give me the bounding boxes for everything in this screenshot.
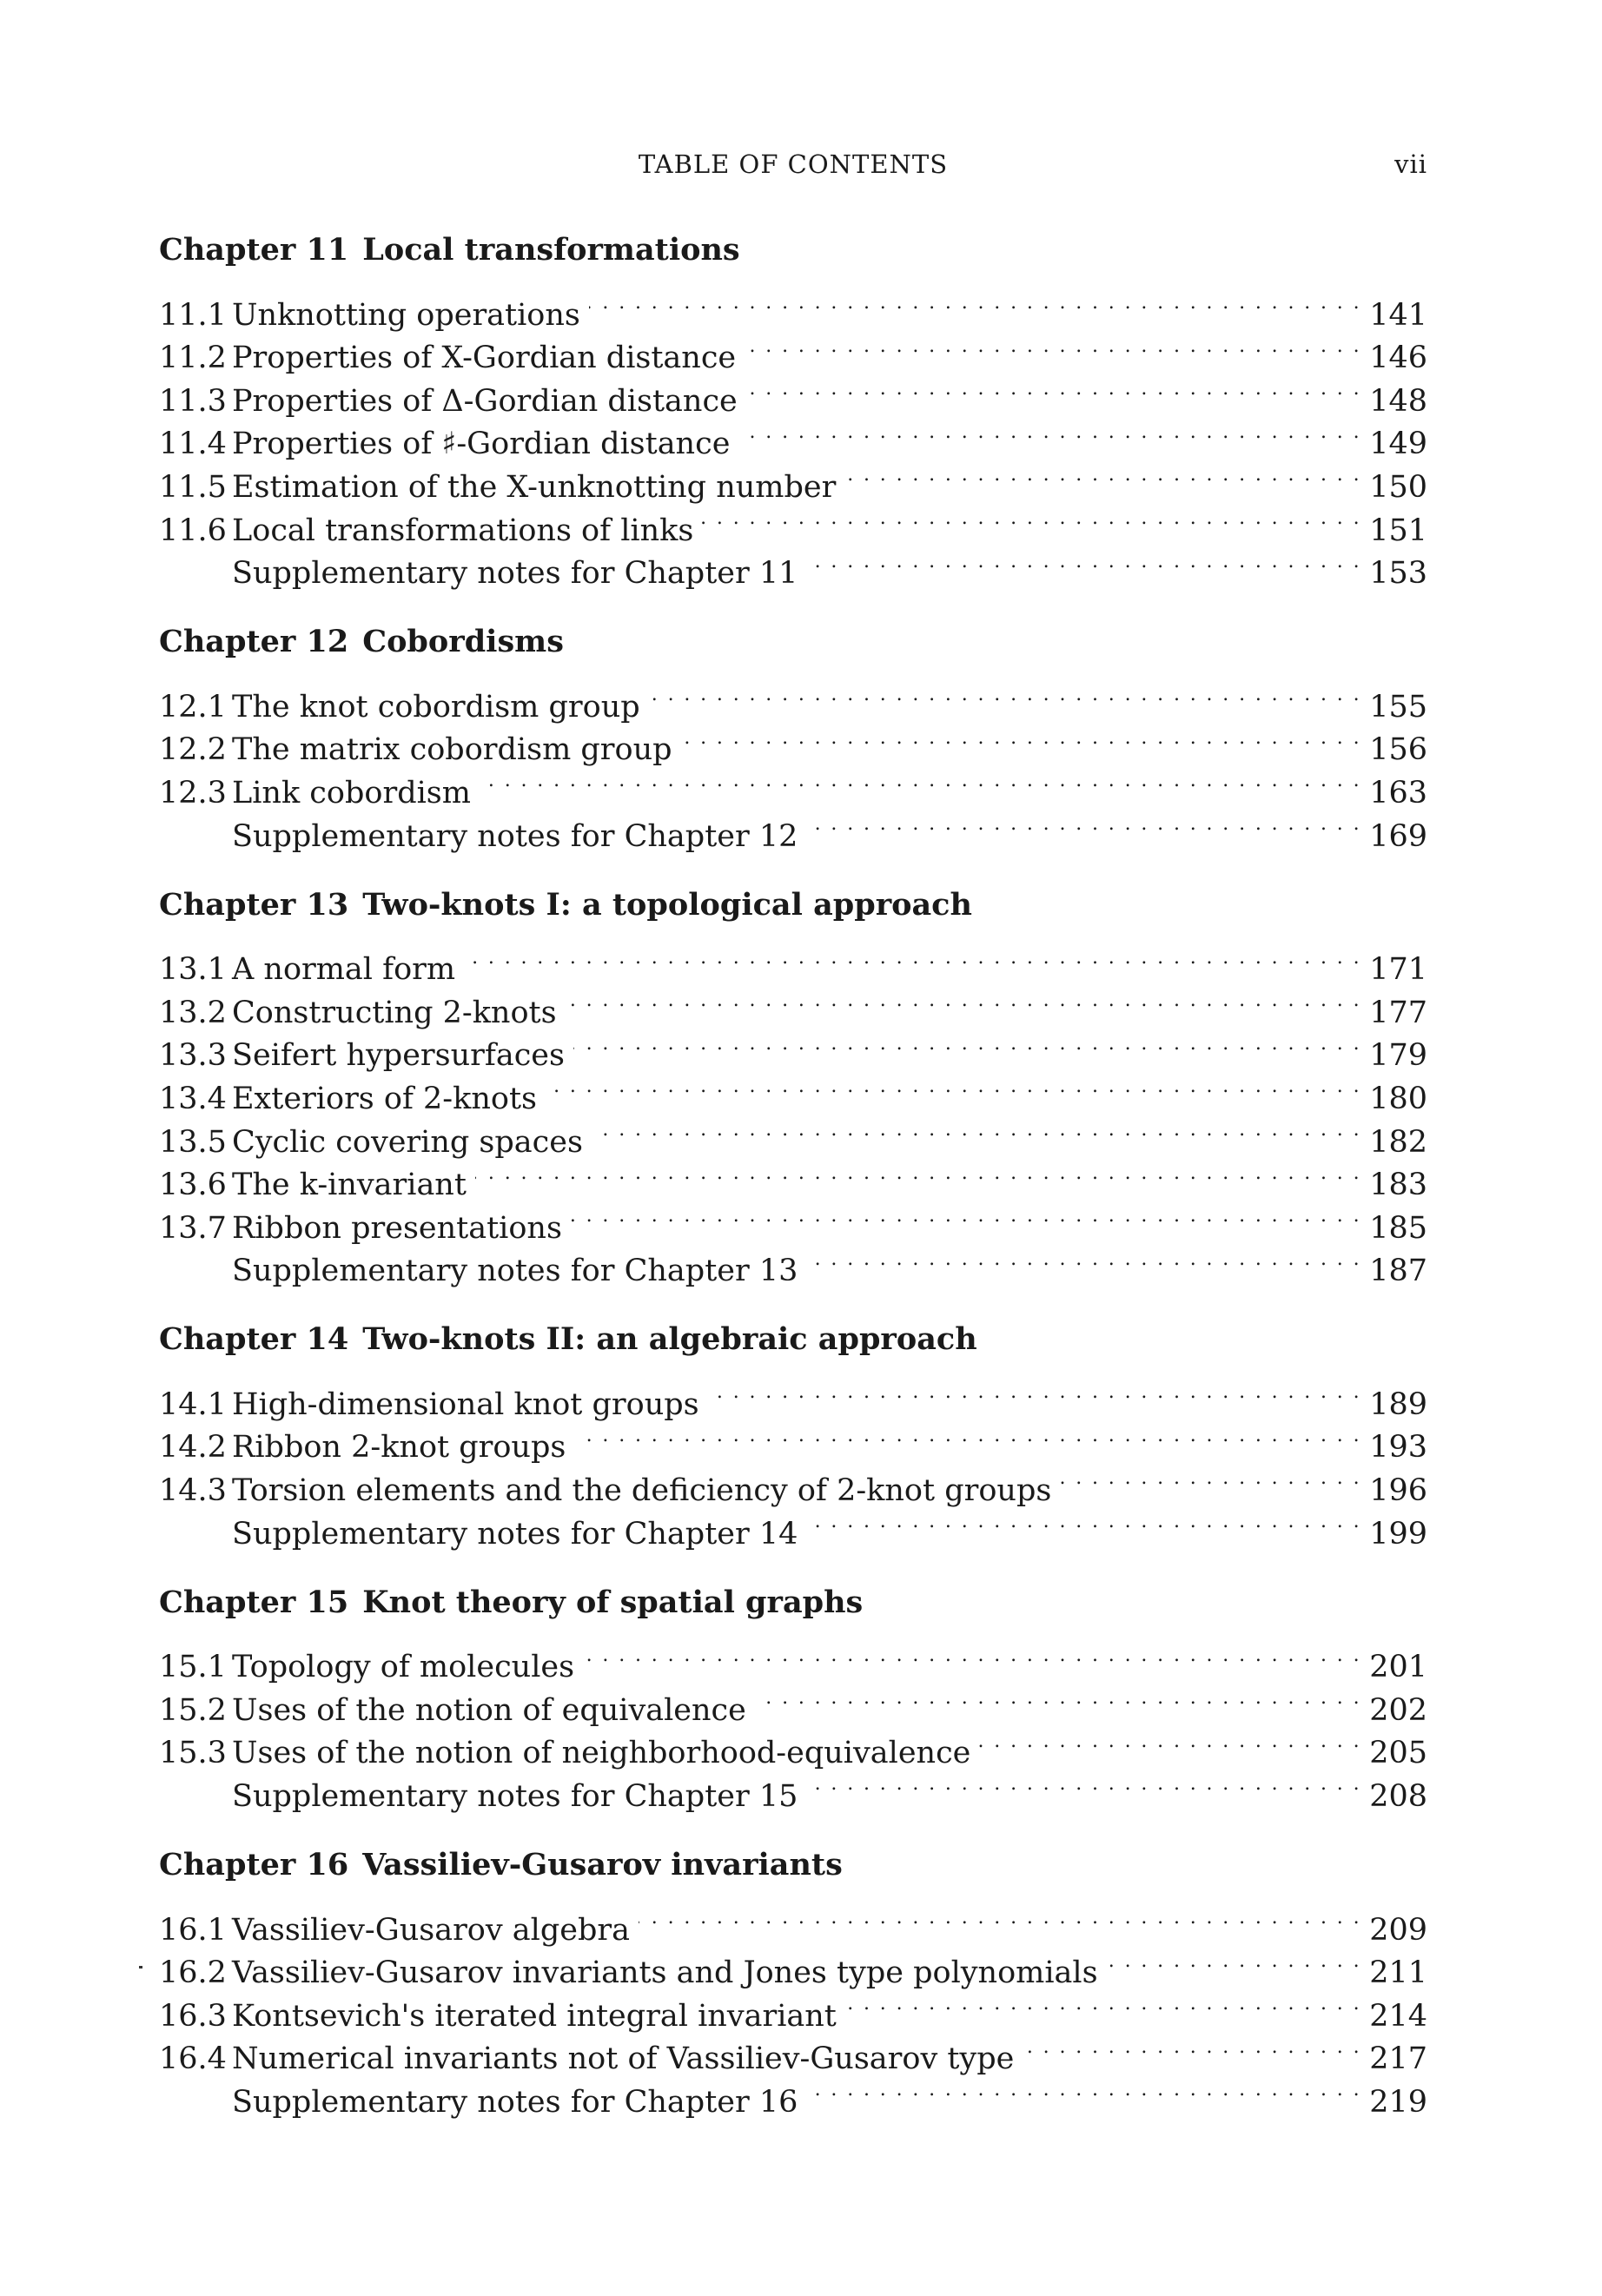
section-title: Vassiliev-Gusarov invariants and Jones type polynomials <box>232 1955 1098 1991</box>
section-page-number: 185 <box>1369 1210 1427 1246</box>
toc-entry[interactable] <box>159 1896 1427 1948</box>
section-number: 11.5 <box>159 469 227 505</box>
dot-leader <box>649 673 1361 717</box>
section-title: Uses of the notion of neighborhood-equivalence <box>232 1736 971 1771</box>
chapter-title: Two-knots I: a topological approach <box>362 886 972 923</box>
section-title: The knot cobordism group <box>232 689 640 725</box>
section-page-number: 187 <box>1369 1254 1427 1289</box>
page-number: vii <box>1394 149 1427 179</box>
chapter-heading <box>159 619 1427 665</box>
chapter-section <box>159 619 1427 854</box>
dot-leader <box>746 367 1361 411</box>
chapter-section <box>159 1580 1427 1815</box>
chapter-label: Chapter 14 <box>159 1321 349 1358</box>
section-number: 13.4 <box>159 1081 227 1116</box>
section-number: 15.3 <box>159 1736 227 1771</box>
chapter-title: Vassiliev-Gusarov invariants <box>362 1847 843 1883</box>
dot-leader <box>1107 1940 1361 1983</box>
section-page-number: 169 <box>1369 818 1427 854</box>
section-number: 16.1 <box>159 1912 227 1948</box>
section-title: Vassiliev-Gusarov algebra <box>232 1912 630 1948</box>
section-page-number: 199 <box>1369 1516 1427 1552</box>
section-number: 15.2 <box>159 1692 227 1728</box>
section-page-number: 217 <box>1369 2041 1427 2077</box>
section-title: The matrix cobordism group <box>232 732 672 768</box>
section-page-number: 153 <box>1369 556 1427 592</box>
section-number: 14.1 <box>159 1386 227 1422</box>
dot-leader <box>639 1896 1361 1940</box>
section-title: Estimation of the X-unknotting number <box>232 469 837 505</box>
section-title: Ribbon presentations <box>232 1210 562 1246</box>
section-title: A normal form <box>232 952 456 988</box>
section-page-number: 148 <box>1369 383 1427 419</box>
section-title: Topology of molecules <box>232 1650 575 1685</box>
section-page-number: 205 <box>1369 1736 1427 1771</box>
chapter-heading <box>159 1843 1427 1888</box>
page <box>159 0 1427 2296</box>
section-page-number: 183 <box>1369 1168 1427 1203</box>
section-page-number: 155 <box>1369 689 1427 725</box>
dot-leader <box>806 1238 1361 1281</box>
chapter-section <box>159 1843 1427 2120</box>
section-number: 12.2 <box>159 732 227 768</box>
section-page-number: 211 <box>1369 1955 1427 1991</box>
running-head-title: TABLE OF CONTENTS <box>638 149 949 179</box>
dot-leader <box>589 281 1361 325</box>
section-title: Supplementary notes for Chapter 15 <box>232 1779 798 1815</box>
section-number: 16.2 <box>159 1955 227 1991</box>
section-title: Properties of ♯-Gordian distance <box>232 427 731 462</box>
dot-leader <box>979 1720 1361 1763</box>
dot-leader <box>583 1634 1361 1677</box>
section-number: 13.2 <box>159 995 227 1030</box>
dot-leader <box>806 2068 1361 2112</box>
section-page-number: 202 <box>1369 1692 1427 1728</box>
section-title: Torsion elements and the deficiency of 2-knot groups <box>232 1473 1052 1509</box>
section-page-number: 151 <box>1369 513 1427 548</box>
section-title: Supplementary notes for Chapter 11 <box>232 556 798 592</box>
stray-mark <box>139 1966 142 1968</box>
chapter-title: Two-knots II: an algebraic approach <box>362 1321 977 1358</box>
section-title: Supplementary notes for Chapter 14 <box>232 1516 798 1552</box>
section-title: Supplementary notes for Chapter 13 <box>232 1254 798 1289</box>
section-page-number: 177 <box>1369 995 1427 1030</box>
table-of-contents <box>159 228 1427 2148</box>
section-title: The k-invariant <box>232 1168 467 1203</box>
section-title: Unknotting operations <box>232 297 580 333</box>
section-page-number: 196 <box>1369 1473 1427 1509</box>
section-page-number: 208 <box>1369 1779 1427 1815</box>
chapter-label: Chapter 11 <box>159 232 349 268</box>
dot-leader <box>806 540 1361 584</box>
chapter-label: Chapter 13 <box>159 886 349 923</box>
chapter-section <box>159 883 1427 1289</box>
dot-leader <box>1023 2026 1361 2069</box>
dot-leader <box>475 1152 1361 1195</box>
section-page-number: 141 <box>1369 297 1427 333</box>
dot-leader <box>681 717 1361 760</box>
chapter-title: Knot theory of spatial graphs <box>362 1584 864 1620</box>
section-number: 14.2 <box>159 1430 227 1466</box>
section-number: 11.3 <box>159 383 227 419</box>
section-number: 12.3 <box>159 775 227 811</box>
section-page-number: 179 <box>1369 1038 1427 1074</box>
section-title: High-dimensional knot groups <box>232 1386 699 1422</box>
section-page-number: 156 <box>1369 732 1427 768</box>
section-page-number: 163 <box>1369 775 1427 811</box>
section-number: 16.3 <box>159 1998 227 2034</box>
dot-leader <box>806 803 1361 846</box>
section-number: 13.7 <box>159 1210 227 1246</box>
section-number: 13.3 <box>159 1038 227 1074</box>
toc-entry[interactable] <box>159 936 1427 988</box>
dot-leader <box>546 1065 1361 1108</box>
toc-entry[interactable] <box>159 1634 1427 1685</box>
dot-leader <box>480 759 1361 803</box>
dot-leader <box>806 1763 1361 1806</box>
dot-leader <box>755 1677 1361 1720</box>
section-title: Supplementary notes for Chapter 12 <box>232 818 798 854</box>
section-page-number: 149 <box>1369 427 1427 462</box>
dot-leader <box>702 497 1361 540</box>
dot-leader <box>573 1022 1361 1066</box>
chapter-label: Chapter 12 <box>159 624 349 660</box>
chapter-heading <box>159 1580 1427 1625</box>
dot-leader <box>745 325 1361 368</box>
dot-leader <box>566 979 1361 1022</box>
chapter-heading <box>159 1317 1427 1362</box>
section-title: Link cobordism <box>232 775 471 811</box>
section-page-number: 171 <box>1369 952 1427 988</box>
dot-leader <box>708 1371 1361 1414</box>
section-number: 13.6 <box>159 1168 227 1203</box>
section-page-number: 180 <box>1369 1081 1427 1116</box>
section-page-number: 214 <box>1369 1998 1427 2034</box>
chapter-section <box>159 228 1427 592</box>
dot-leader <box>592 1108 1361 1152</box>
chapter-heading <box>159 228 1427 273</box>
section-number: 11.2 <box>159 341 227 376</box>
chapter-section <box>159 1317 1427 1552</box>
section-page-number: 182 <box>1369 1124 1427 1160</box>
section-title: Seifert hypersurfaces <box>232 1038 565 1074</box>
dot-leader <box>738 411 1361 454</box>
section-title: Supplementary notes for Chapter 16 <box>232 2085 798 2120</box>
chapter-label: Chapter 15 <box>159 1584 349 1620</box>
section-number: 16.4 <box>159 2041 227 2077</box>
section-page-number: 193 <box>1369 1430 1427 1466</box>
section-number: 11.4 <box>159 427 227 462</box>
dot-leader <box>806 1500 1361 1544</box>
section-page-number: 219 <box>1369 2085 1427 2120</box>
section-page-number: 209 <box>1369 1912 1427 1948</box>
section-number: 11.1 <box>159 297 227 333</box>
section-number: 12.1 <box>159 689 227 725</box>
section-number: 11.6 <box>159 513 227 548</box>
dot-leader <box>464 936 1361 980</box>
section-number: 14.3 <box>159 1473 227 1509</box>
section-title: Properties of Δ-Gordian distance <box>232 383 738 419</box>
chapter-title: Local transformations <box>362 232 740 268</box>
chapter-heading <box>159 883 1427 928</box>
dot-leader <box>574 1414 1361 1458</box>
toc-entry[interactable] <box>159 673 1427 725</box>
chapter-title: Cobordisms <box>362 624 564 660</box>
section-title: Uses of the notion of equivalence <box>232 1692 746 1728</box>
section-page-number: 150 <box>1369 469 1427 505</box>
section-title: Ribbon 2-knot groups <box>232 1430 566 1466</box>
dot-leader <box>844 453 1361 497</box>
section-number: 13.1 <box>159 952 227 988</box>
toc-entry[interactable] <box>159 1371 1427 1422</box>
section-page-number: 146 <box>1369 341 1427 376</box>
toc-entry[interactable] <box>159 281 1427 333</box>
section-page-number: 189 <box>1369 1386 1427 1422</box>
chapter-label: Chapter 16 <box>159 1847 349 1883</box>
running-head <box>159 149 1427 191</box>
section-title: Exteriors of 2-knots <box>232 1081 537 1116</box>
section-number: 15.1 <box>159 1650 227 1685</box>
dot-leader <box>571 1194 1361 1238</box>
section-page-number: 201 <box>1369 1650 1427 1685</box>
dot-leader <box>845 1982 1361 2026</box>
section-title: Local transformations of links <box>232 513 694 548</box>
section-number: 13.5 <box>159 1124 227 1160</box>
section-title: Constructing 2-knots <box>232 995 557 1030</box>
section-title: Cyclic covering spaces <box>232 1124 583 1160</box>
dot-leader <box>1060 1457 1361 1500</box>
section-title: Numerical invariants not of Vassiliev-Gusarov type <box>232 2041 1015 2077</box>
section-title: Properties of X-Gordian distance <box>232 341 737 376</box>
section-title: Kontsevich's iterated integral invariant <box>232 1998 837 2034</box>
